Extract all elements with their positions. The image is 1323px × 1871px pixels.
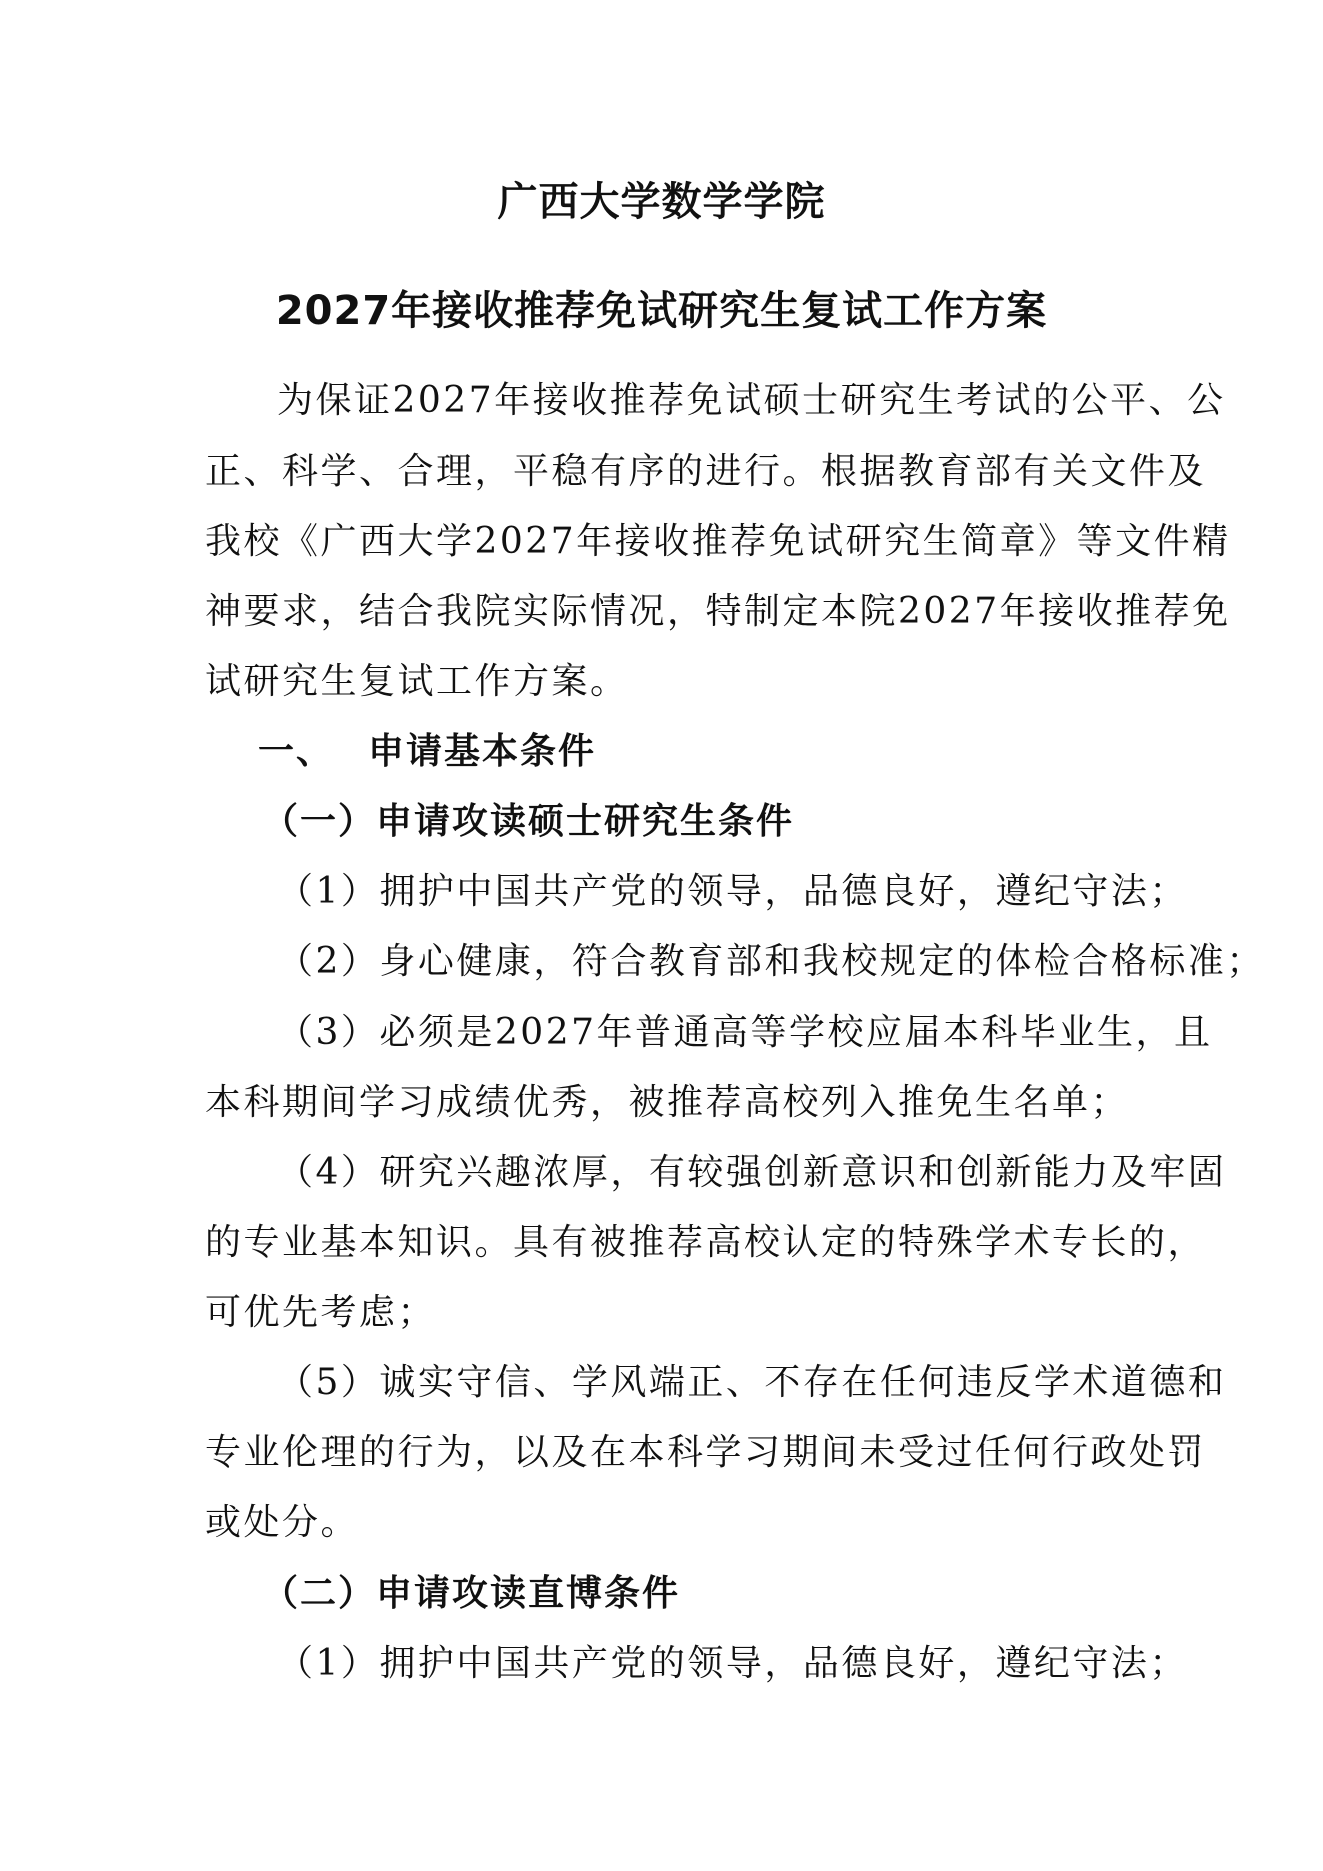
section-number: 一、 (258, 731, 335, 772)
list-item: 可优先考虑； (205, 1292, 437, 1333)
document-title: 广西大学数学学院 (497, 179, 826, 225)
intro-line: 神要求，结合我院实际情况，特制定本院2027年接收推荐免 (205, 591, 1231, 632)
list-item: （5）诚实守信、学风端正、不存在任何违反学术道德和 (277, 1362, 1227, 1403)
intro-line: 试研究生复试工作方案。 (205, 661, 629, 702)
list-item: 本科期间学习成绩优秀，被推荐高校列入推免生名单； (205, 1082, 1130, 1123)
intro-line: 我校《广西大学2027年接收推荐免试研究生简章》等文件精 (205, 521, 1231, 562)
document-subtitle: 2027年接收推荐免试研究生复试工作方案 (275, 288, 1048, 334)
list-item: （2）身心健康，符合教育部和我校规定的体检合格标准； (277, 941, 1265, 982)
subsection-heading-1: （一）申请攻读硕士研究生条件 (262, 801, 795, 842)
list-item: （1）拥护中国共产党的领导，品德良好，遵纪守法； (277, 871, 1188, 912)
list-item: 或处分。 (205, 1502, 360, 1543)
list-item: （1）拥护中国共产党的领导，品德良好，遵纪守法； (277, 1643, 1188, 1684)
section-title: 申请基本条件 (368, 731, 597, 772)
section-heading-1 (258, 730, 596, 774)
subsection-heading-2: （二）申请攻读直博条件 (262, 1573, 681, 1614)
list-item: 的专业基本知识。具有被推荐高校认定的特殊学术专长的， (205, 1222, 1207, 1263)
list-item: （3）必须是2027年普通高等学校应届本科毕业生，且 (277, 1012, 1213, 1053)
intro-line: 为保证2027年接收推荐免试硕士研究生考试的公平、公 (277, 380, 1226, 421)
intro-line: 正、科学、合理，平稳有序的进行。根据教育部有关文件及 (205, 451, 1207, 492)
list-item: （4）研究兴趣浓厚，有较强创新意识和创新能力及牢固 (277, 1152, 1227, 1193)
list-item: 专业伦理的行为，以及在本科学习期间未受过任何行政处罚 (205, 1432, 1207, 1473)
